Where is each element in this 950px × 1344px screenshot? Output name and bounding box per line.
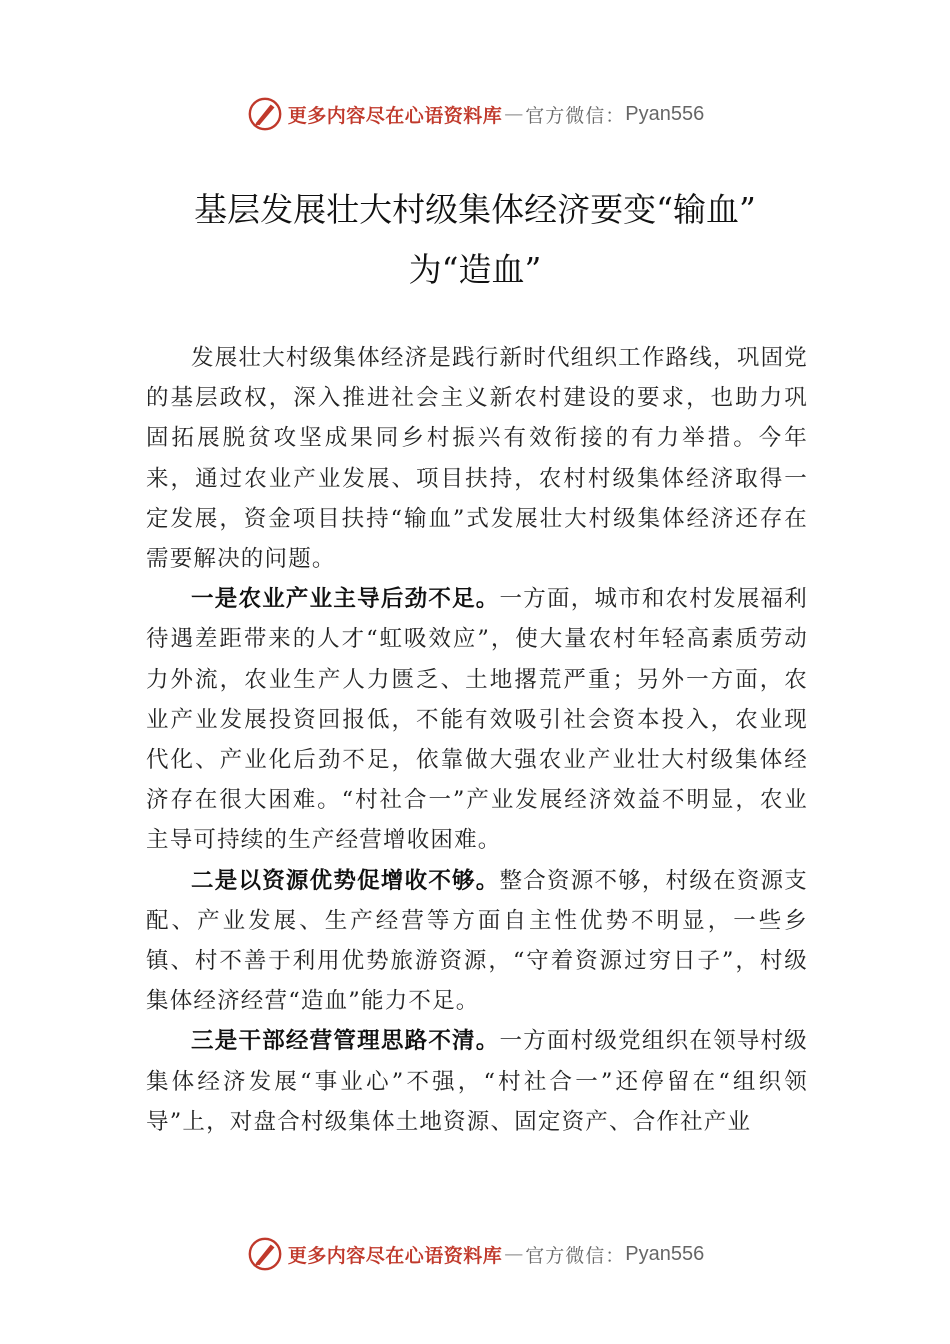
banner-red-text: 更多内容尽在心语资料库 [287,104,503,127]
banner-wechat-id: Pyan556 [625,102,705,125]
footer-banner [0,1234,950,1274]
brush-pen-logo-icon [246,1235,284,1273]
paragraph-point-1 [146,579,808,860]
paragraph-text: 整合资源不够，村级在资源支配、产业发展、生产经营等方面自主性优势不明显，一些乡镇、村不善于利用优势旅游资源，“守着资源过穷日子”，村级集体经济经营“造血”能力不足。 [146,867,808,1015]
paragraph-lead: 三是干部经营管理思路不清。 [191,1028,500,1055]
paragraph-intro [146,338,808,579]
document-title [0,180,950,300]
banner-red-text: 更多内容尽在心语资料库 [287,1244,503,1267]
title-line-1: 基层发展壮大村级集体经济要变“输血” [194,190,756,229]
paragraph-text: 一方面村级党组织在领导村级集体经济发展“事业心”不强，“村社合一”还停留在“组织领导”上，对盘合村级集体土地资源、固定资产、合作社产业 [146,1028,808,1135]
banner-dash: — [504,103,524,125]
header-banner [0,94,950,134]
paragraph-lead: 一是农业产业主导后劲不足。 [191,586,500,613]
banner-wechat-id: Pyan556 [625,1242,705,1265]
paragraph-point-3 [146,1021,808,1142]
paragraph-text: 发展壮大村级集体经济是践行新时代组织工作路线，巩固党的基层政权，深入推进社会主义新农村建设的要求，也助力巩固拓展脱贫攻坚成果同乡村振兴有效衔接的有力举措。今年来，通过农业产业发展、项目扶持，农村村级集体经济取得一定发展，资金项目扶持“输血”式发展壮大村级集体经济还存在需要解决的问题。 [146,345,808,573]
paragraph-lead: 二是以资源优势促增收不够。 [191,867,500,894]
banner-dash: — [504,1243,524,1265]
document-body [146,338,808,1142]
paragraph-point-2 [146,861,808,1022]
banner-wechat-label: 官方微信： [525,104,626,127]
banner-wechat-label: 官方微信： [525,1244,626,1267]
paragraph-text: 一方面，城市和农村发展福利待遇差距带来的人才“虹吸效应”，使大量农村年轻高素质劳动力外流，农业生产人力匮乏、土地撂荒严重；另外一方面，农业产业发展投资回报低，不能有效吸引社会资本投入，农业现代化、产业化后劲不足，依靠做大强农业产业壮大村级集体经济存在很大困难。“村社合一”产业发展经济效益不明显，农业主导可持续的生产经营增收困难。 [146,586,808,854]
brush-pen-logo-icon [246,95,284,133]
title-line-2: 为“造血” [408,250,542,289]
